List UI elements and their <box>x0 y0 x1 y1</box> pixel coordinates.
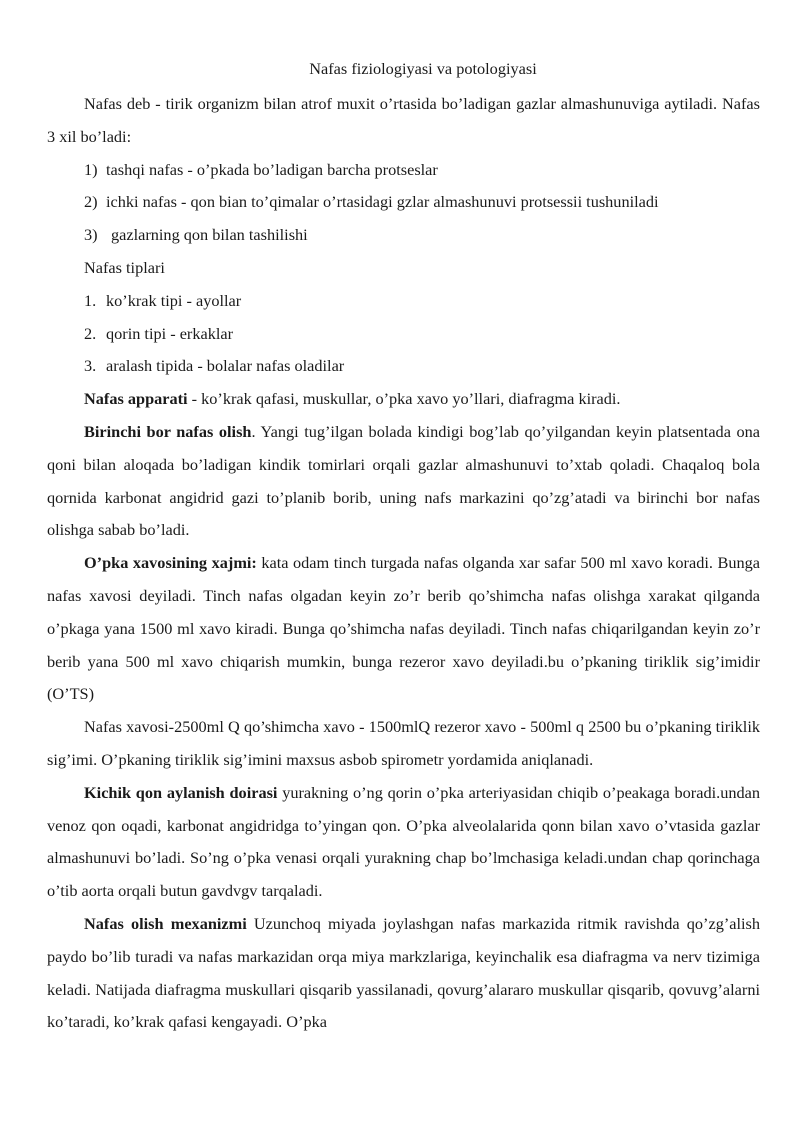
paragraph-opka-xajmi <box>47 547 760 711</box>
intro-paragraph: Nafas deb - tirik organizm bilan atrof muxit o’rtasida bo’ladigan gazlar almashunuviga aytiladi. Nafas 3 xil bo’ladi: <box>47 94 760 146</box>
paragraph-birinchi-nafas <box>47 416 760 547</box>
paragraph-text: Uzunchoq miyada joylashgan nafas markazida ritmik ravishda qo’zg’alish paydo bo’lib turadi va nafas markazidan orqa miya markzlariga, keyinchalik esa diafragma va nerv tizimiga keladi. Natijada diafragma muskullari qisqarib yassilanadi, qovurg’alararo muskullar qisqarib, qovuvg’alarni ko’taradi, ko’krak qafasi kengayadi. O’pka <box>47 913 761 1032</box>
paragraph-nafas-mexanizmi <box>47 908 760 1039</box>
list-number: 3) <box>84 225 98 245</box>
paragraph-text: Nafas xavosi-2500ml Q qo’shimcha xavo - 1500mlQ rezeror xavo - 500ml q 2500 bu o’pkaning tiriklik sig’imi. O’pkaning tiriklik sig’imini maxsus asbob spirometr yordamida aniqlanadi. <box>47 717 760 769</box>
list-text: ko’krak tipi - ayollar <box>106 290 242 310</box>
list-number: 1. <box>84 290 97 310</box>
list-number: 1) <box>84 159 98 179</box>
list-item <box>47 318 760 351</box>
paragraph-text: yurakning o’ng qorin o’pka arteriyasidan chiqib o’peakaga boradi.undan venoz qon oqadi, karbonat angidridga to’yingan qon. O’pka alveolalarida qonn bilan xavo o’vtasida gazlar almashunuvi bo’ladi. So’ng o’pka venasi orqali yurakning chap bo’lmchasiga keladi.undan chap qorinchaga o’tib aorta orqali butun gavdvgv tarqaladi. <box>47 782 760 901</box>
list-number: 3. <box>84 356 97 376</box>
list-item <box>47 154 760 187</box>
list-text: gazlarning qon bilan tashilishi <box>111 225 308 245</box>
list-item <box>47 186 760 219</box>
list-number: 2) <box>84 192 98 212</box>
paragraph-heading: Nafas apparati <box>84 389 188 409</box>
list-item <box>47 350 760 383</box>
list-text: tashqi nafas - o’pkada bo’ladigan barcha protseslar <box>106 159 438 179</box>
paragraph-heading: Birinchi bor nafas olish <box>84 421 252 441</box>
paragraph-text: . Yangi tug’ilgan bolada kindigi bog’lab qo’yilgandan keyin platsentada ona qoni bilan aloqada bo’ladigan kindik tomirlari orqali gazlar almashunuvi to’xtab qoladi. Chaqaloq bola qornida karbonat angidrid gazi to’planib borib, uning nafs markazini qo’zg’atadi va birinchi bor nafas olishga sabab bo’ladi. <box>47 421 760 540</box>
paragraph-heading: Nafas olish mexanizmi <box>84 913 247 933</box>
paragraph-text: kata odam tinch turgada nafas olganda xar safar 500 ml xavo koradi. Bunga nafas xavosi deyiladi. Tinch nafas olgadan keyin zo’r berib qo’shimcha nafas olishga xarakat qilganda o’pkaga yana 1500 ml xavo kiradi. Bunga qo’shimcha nafas deyiladi. Tinch nafas chiqarilgandan keyin zo’r berib yana 500 ml xavo chiqarish mumkin, bunga rezeror xavo deyiladi.bu o’pkaning tiriklik sig’imidir (O’TS) <box>47 553 760 704</box>
document-body <box>47 88 760 1039</box>
list-text: qorin tipi - erkaklar <box>106 323 234 343</box>
list-text: ichki nafas - qon bian to’qimalar o’rtasidagi gzlar almashunuvi protsessii tushuniladi <box>106 192 659 212</box>
paragraph-kichik-qon-aylanish <box>47 777 760 908</box>
list-text: aralash tipida - bolalar nafas oladilar <box>106 356 345 376</box>
subheading: Nafas tiplari <box>84 257 165 277</box>
paragraph-tiriklik-sigimi <box>47 711 760 777</box>
document-title: Nafas fiziologiyasi va potologiyasi <box>309 59 537 78</box>
paragraph-nafas-apparati <box>47 383 760 416</box>
list-item <box>47 219 760 252</box>
paragraph-text: - ko’krak qafasi, muskullar, o’pka xavo yo’llari, diafragma kiradi. <box>187 389 621 409</box>
paragraph-heading: Kichik qon aylanish doirasi <box>84 782 278 802</box>
list-item <box>47 285 760 318</box>
paragraph-heading: O’pka xavosining xajmi: <box>84 553 257 573</box>
list-number: 2. <box>84 323 97 343</box>
